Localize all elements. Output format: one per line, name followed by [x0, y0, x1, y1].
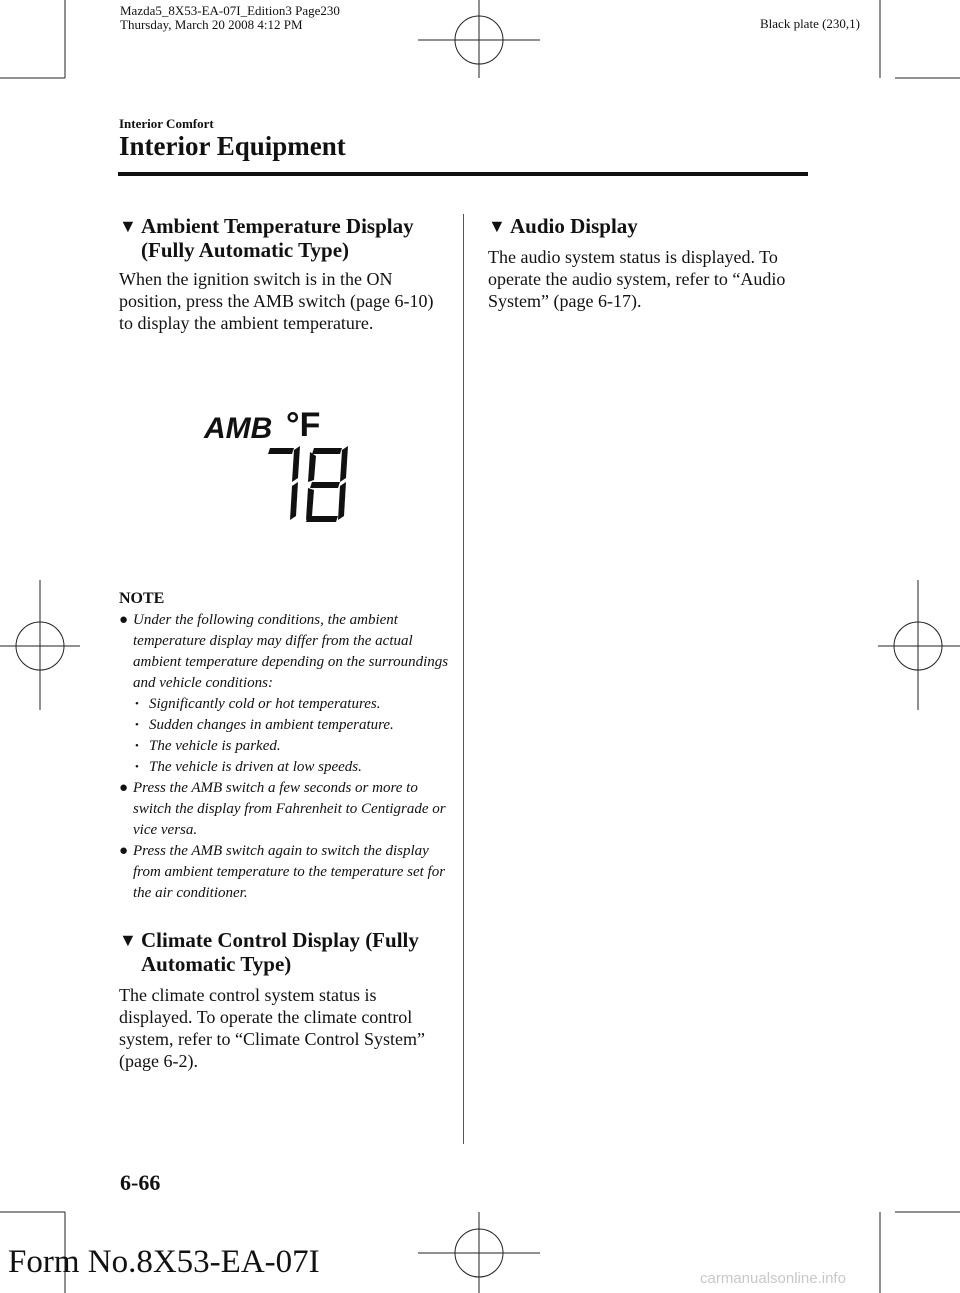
note-item: [119, 610, 449, 778]
audio-paragraph: The audio system status is displayed. To operate the audio system, refer to “Audio System” (page 6-17).: [488, 247, 786, 311]
print-meta-date: Thursday, March 20 2008 4:12 PM: [120, 17, 303, 32]
page-number: 6-66: [120, 1170, 161, 1195]
ambient-display-illustration: [198, 398, 358, 526]
bullet-icon: •: [135, 761, 139, 773]
note-text: Press the AMB switch a few seconds or more to switch the display from Fahrenheit to Centigrade or vice versa.: [133, 780, 446, 838]
bullet-icon: •: [135, 719, 139, 731]
triangle-bullet-icon: ▼: [119, 216, 137, 236]
note-title: NOTE: [119, 590, 165, 607]
bullet-icon: ●: [119, 843, 129, 859]
subnote-text: The vehicle is driven at low speeds.: [149, 759, 362, 775]
fahrenheit-unit: °F: [286, 406, 321, 444]
note-text: Under the following conditions, the ambient temperature display may differ from the actual ambient temperature depending on the surroundings and vehicle conditions:: [133, 612, 449, 691]
bullet-icon: •: [135, 740, 139, 752]
bullet-icon: ●: [119, 612, 129, 628]
seven-segment-digits: [268, 446, 348, 522]
plate-label: Black plate (230,1): [760, 16, 860, 31]
triangle-bullet-icon: ▼: [119, 930, 137, 950]
note-item: [119, 841, 449, 904]
subnote-item: [133, 757, 449, 778]
ambient-heading-line1: Ambient Temperature Display: [141, 214, 414, 238]
audio-heading-text: Audio Display: [510, 214, 638, 238]
subnote-text: Significantly cold or hot temperatures.: [149, 696, 381, 712]
subnote-text: The vehicle is parked.: [149, 738, 281, 754]
note-text: Press the AMB switch again to switch the display from ambient temperature to the temperature set for the air conditioner.: [133, 843, 446, 901]
bullet-icon: ●: [119, 780, 129, 796]
print-meta-file: Mazda5_8X53-EA-07I_Edition3 Page230: [120, 3, 340, 18]
watermark: carmanualsonline.info: [700, 1270, 846, 1287]
amb-label: AMB: [204, 412, 273, 445]
climate-heading-line2: Automatic Type): [141, 952, 292, 976]
header-rule: [118, 172, 808, 176]
climate-paragraph: The climate control system status is displayed. To operate the climate control system, refer to “Climate Control System” (page 6-2).: [119, 985, 425, 1071]
form-number: Form No.8X53-EA-07I: [8, 1244, 320, 1280]
ambient-paragraph: When the ignition switch is in the ON position, press the AMB switch (page 6-10) to display the ambient temperature.: [119, 269, 434, 333]
ambient-heading: [119, 214, 449, 262]
section-title: Interior Equipment: [119, 131, 346, 161]
bullet-icon: •: [135, 698, 139, 710]
ambient-heading-line2: (Fully Automatic Type): [141, 238, 350, 262]
climate-heading: [119, 928, 449, 976]
subnote-item: [133, 694, 449, 715]
print-meta: [120, 4, 340, 32]
section-label: Interior Comfort: [119, 116, 214, 131]
note-item: [119, 778, 449, 841]
subnote-item: [133, 736, 449, 757]
subnote-item: [133, 715, 449, 736]
note-block: [119, 590, 449, 904]
subnote-text: Sudden changes in ambient temperature.: [149, 717, 394, 733]
column-divider: [463, 214, 464, 1144]
audio-heading: [488, 214, 808, 238]
triangle-bullet-icon: ▼: [488, 216, 506, 236]
climate-heading-line1: Climate Control Display (Fully: [141, 928, 419, 952]
